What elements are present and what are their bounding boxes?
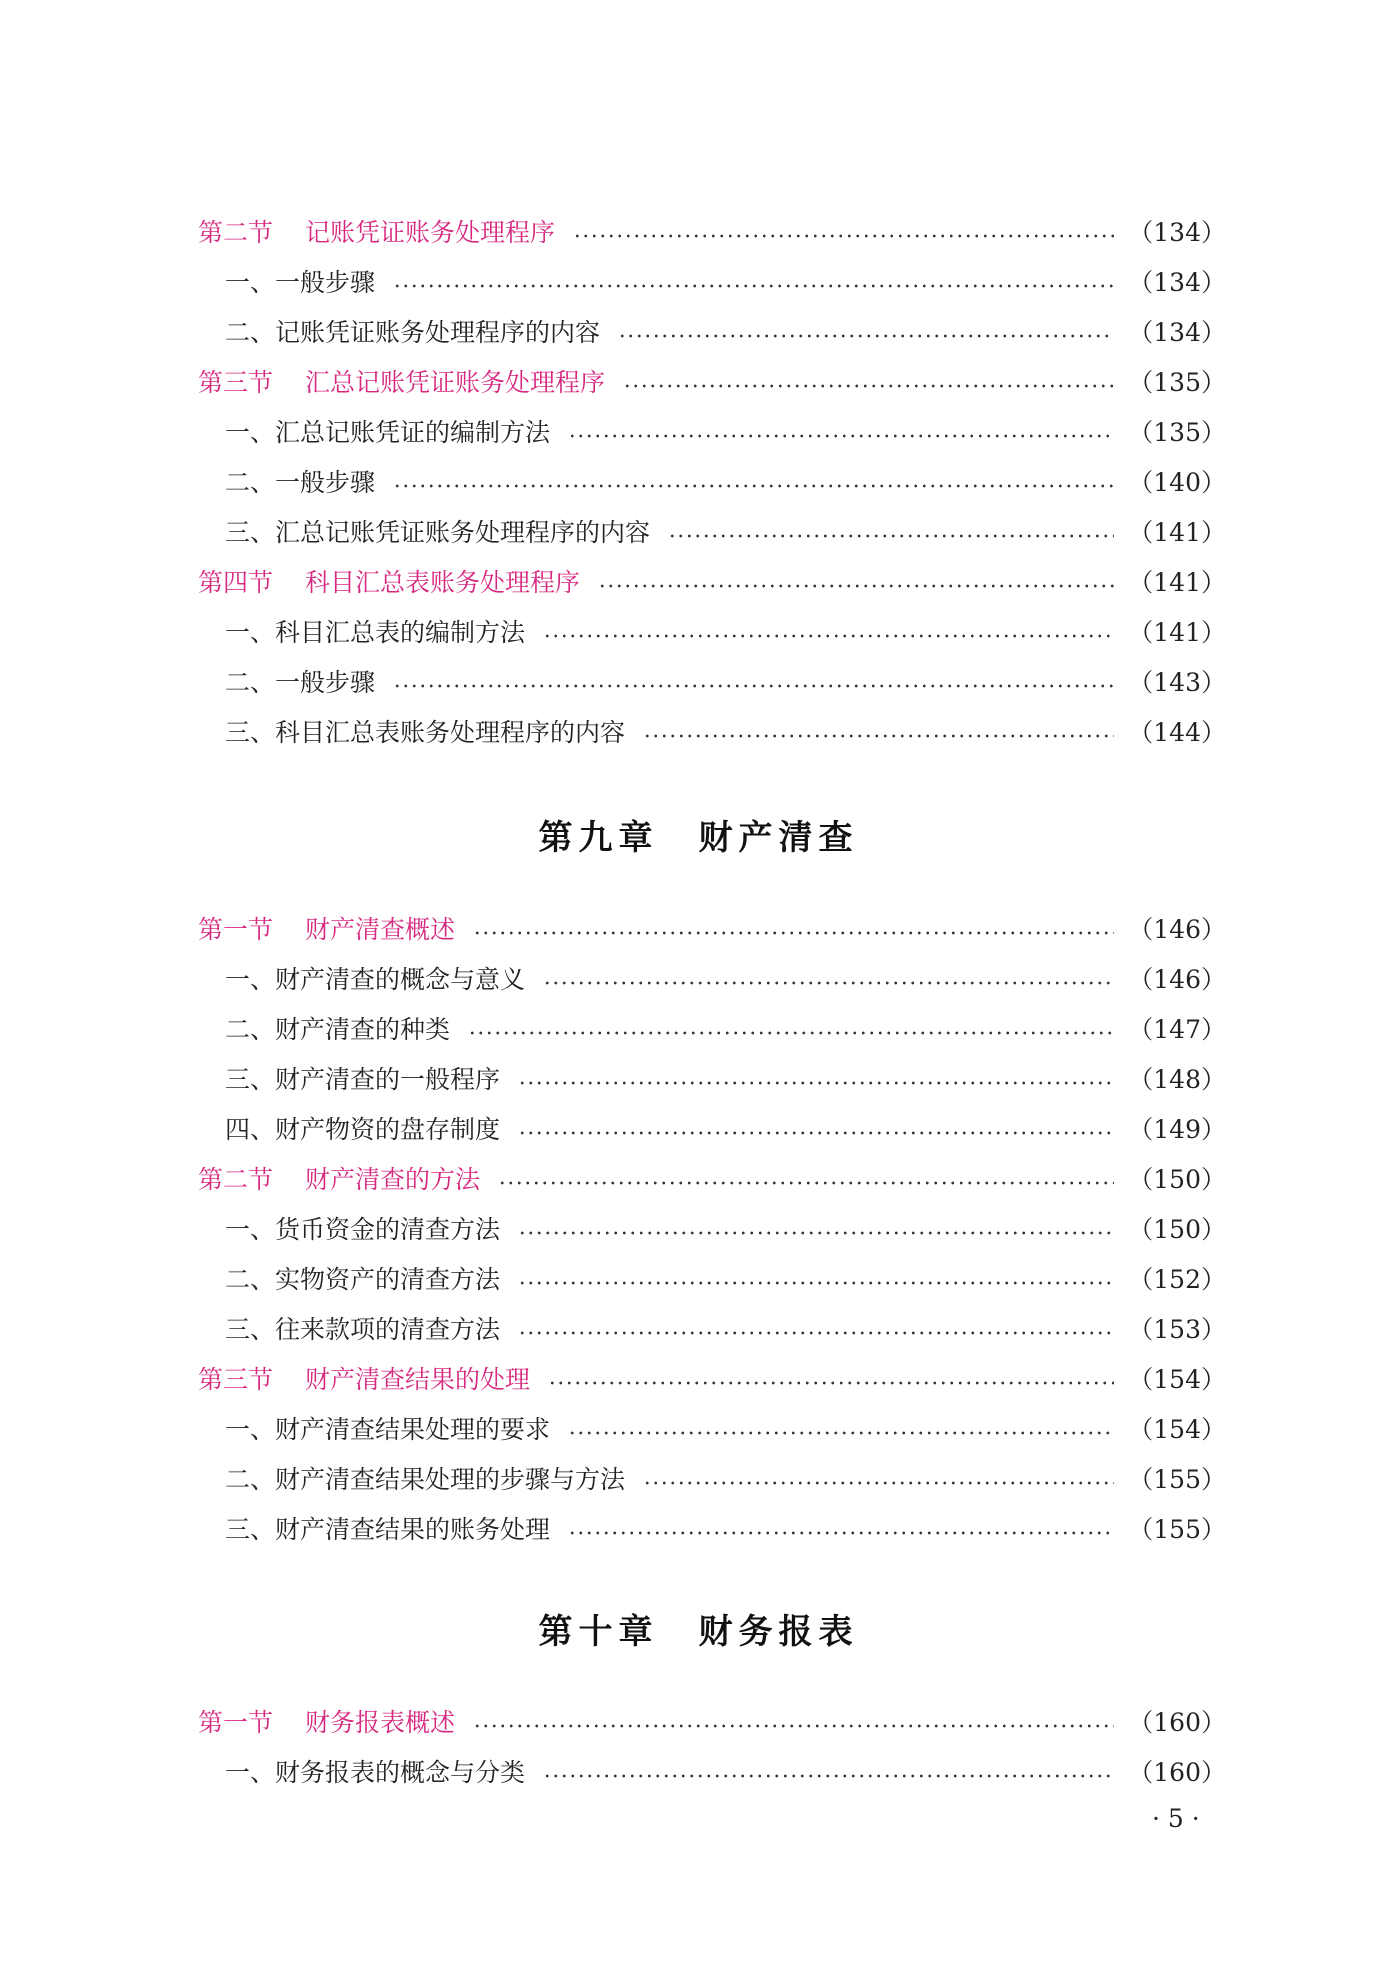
item-title: 四、财产物资的盘存制度 bbox=[225, 1115, 501, 1144]
section-number: 第一节 bbox=[198, 915, 274, 944]
toc-page-number: （147） bbox=[1128, 1015, 1226, 1044]
toc-block-chapter8 bbox=[198, 208, 1226, 758]
item-title: 二、实物资产的清查方法 bbox=[225, 1265, 501, 1294]
section-title: 财产清查结果的处理 bbox=[305, 1365, 531, 1394]
toc-entry-label bbox=[225, 408, 550, 458]
toc-item-entry[interactable] bbox=[198, 1005, 1226, 1055]
toc-entry-label bbox=[225, 1105, 500, 1155]
toc-entry-label bbox=[198, 558, 580, 608]
item-title: 三、财产清查结果的账务处理 bbox=[225, 1515, 551, 1544]
section-title: 科目汇总表账务处理程序 bbox=[305, 568, 581, 597]
toc-page-number: （154） bbox=[1128, 1365, 1226, 1394]
toc-item-entry[interactable] bbox=[198, 1205, 1226, 1255]
toc-entry-label bbox=[225, 308, 600, 358]
toc-item-entry[interactable] bbox=[198, 955, 1226, 1005]
dot-leader bbox=[668, 534, 1114, 538]
section-number: 第一节 bbox=[198, 1708, 274, 1737]
item-title: 一、科目汇总表的编制方法 bbox=[225, 618, 526, 647]
chapter-heading-9 bbox=[0, 810, 1397, 859]
dot-leader bbox=[643, 734, 1114, 738]
dot-leader bbox=[473, 1724, 1114, 1728]
section-title: 记账凭证账务处理程序 bbox=[305, 218, 556, 247]
toc-page-number: （146） bbox=[1128, 915, 1226, 944]
toc-entry-label bbox=[225, 508, 650, 558]
toc-page-number: （160） bbox=[1128, 1708, 1226, 1737]
dot-leader bbox=[393, 684, 1114, 688]
dot-leader bbox=[568, 434, 1114, 438]
dot-leader bbox=[473, 931, 1114, 935]
item-title: 一、财务报表的概念与分类 bbox=[225, 1758, 526, 1787]
item-title: 三、往来款项的清查方法 bbox=[225, 1315, 501, 1344]
toc-entry-label bbox=[198, 1698, 455, 1748]
item-title: 三、汇总记账凭证账务处理程序的内容 bbox=[225, 518, 651, 547]
dot-leader bbox=[518, 1131, 1114, 1135]
chapter-title: 财产清查 bbox=[698, 818, 859, 858]
dot-leader bbox=[543, 1774, 1114, 1778]
toc-section-entry[interactable] bbox=[198, 905, 1226, 955]
toc-page-number: （140） bbox=[1128, 468, 1226, 497]
toc-section-entry[interactable] bbox=[198, 1355, 1226, 1405]
toc-entry-label bbox=[225, 458, 375, 508]
toc-item-entry[interactable] bbox=[198, 308, 1226, 358]
dot-leader bbox=[393, 284, 1114, 288]
toc-entry-label bbox=[225, 258, 375, 308]
toc-item-entry[interactable] bbox=[198, 1105, 1226, 1155]
toc-entry-label bbox=[198, 208, 555, 258]
toc-entry-label bbox=[225, 1305, 500, 1355]
toc-page-number: （154） bbox=[1128, 1415, 1226, 1444]
toc-item-entry[interactable] bbox=[198, 258, 1226, 308]
dot-leader bbox=[498, 1181, 1114, 1185]
toc-page-number: （134） bbox=[1128, 268, 1226, 297]
toc-block-chapter9 bbox=[198, 905, 1226, 1555]
chapter-number: 第九章 bbox=[538, 818, 659, 858]
toc-page-number: （134） bbox=[1128, 318, 1226, 347]
toc-item-entry[interactable] bbox=[198, 1255, 1226, 1305]
toc-page-number: （150） bbox=[1128, 1215, 1226, 1244]
toc-item-entry[interactable] bbox=[198, 508, 1226, 558]
toc-item-entry[interactable] bbox=[198, 708, 1226, 758]
dot-leader bbox=[543, 981, 1114, 985]
toc-page-number: （149） bbox=[1128, 1115, 1226, 1144]
dot-leader bbox=[518, 1231, 1114, 1235]
section-number: 第四节 bbox=[198, 568, 274, 597]
dot-leader bbox=[548, 1381, 1114, 1385]
item-title: 三、财产清查的一般程序 bbox=[225, 1065, 501, 1094]
toc-section-entry[interactable] bbox=[198, 1155, 1226, 1205]
dot-leader bbox=[573, 234, 1114, 238]
toc-page-number: （160） bbox=[1128, 1758, 1226, 1787]
item-title: 二、记账凭证账务处理程序的内容 bbox=[225, 318, 601, 347]
toc-entry-label bbox=[225, 1455, 625, 1505]
item-title: 一、财产清查结果处理的要求 bbox=[225, 1415, 551, 1444]
page-number: · 5 · bbox=[1152, 1804, 1200, 1833]
toc-entry-label bbox=[225, 1748, 525, 1798]
dot-leader bbox=[518, 1081, 1114, 1085]
toc-page-number: （146） bbox=[1128, 965, 1226, 994]
toc-page-number: （155） bbox=[1128, 1465, 1226, 1494]
toc-entry-label bbox=[198, 905, 455, 955]
toc-entry-label bbox=[225, 658, 375, 708]
toc-item-entry[interactable] bbox=[198, 1305, 1226, 1355]
toc-page-number: （141） bbox=[1128, 518, 1226, 547]
toc-item-entry[interactable] bbox=[198, 1055, 1226, 1105]
section-title: 汇总记账凭证账务处理程序 bbox=[305, 368, 606, 397]
chapter-heading-10 bbox=[0, 1604, 1397, 1653]
toc-entry-label bbox=[225, 608, 525, 658]
toc-section-entry[interactable] bbox=[198, 358, 1226, 408]
dot-leader bbox=[643, 1481, 1114, 1485]
item-title: 一、一般步骤 bbox=[225, 268, 376, 297]
toc-page-number: （135） bbox=[1128, 368, 1226, 397]
toc-item-entry[interactable] bbox=[198, 1405, 1226, 1455]
toc-section-entry[interactable] bbox=[198, 1698, 1226, 1748]
toc-page-number: （153） bbox=[1128, 1315, 1226, 1344]
toc-item-entry[interactable] bbox=[198, 608, 1226, 658]
dot-leader bbox=[618, 334, 1114, 338]
toc-page-number: （148） bbox=[1128, 1065, 1226, 1094]
section-title: 财产清查的方法 bbox=[305, 1165, 481, 1194]
toc-item-entry[interactable] bbox=[198, 1455, 1226, 1505]
section-number: 第二节 bbox=[198, 218, 274, 247]
toc-entry-label bbox=[225, 1405, 550, 1455]
item-title: 二、一般步骤 bbox=[225, 468, 376, 497]
dot-leader bbox=[468, 1031, 1114, 1035]
toc-item-entry[interactable] bbox=[198, 408, 1226, 458]
toc-page-number: （143） bbox=[1128, 668, 1226, 697]
dot-leader bbox=[518, 1331, 1114, 1335]
dot-leader bbox=[543, 634, 1114, 638]
dot-leader bbox=[598, 584, 1114, 588]
item-title: 三、科目汇总表账务处理程序的内容 bbox=[225, 718, 626, 747]
toc-page-number: （144） bbox=[1128, 718, 1226, 747]
toc-entry-label bbox=[225, 955, 525, 1005]
item-title: 一、汇总记账凭证的编制方法 bbox=[225, 418, 551, 447]
dot-leader bbox=[568, 1431, 1114, 1435]
dot-leader bbox=[518, 1281, 1114, 1285]
toc-page-number: （134） bbox=[1128, 218, 1226, 247]
dot-leader bbox=[568, 1531, 1114, 1535]
toc-item-entry[interactable] bbox=[198, 658, 1226, 708]
toc-entry-label bbox=[198, 1155, 480, 1205]
toc-entry-label bbox=[225, 708, 625, 758]
section-number: 第二节 bbox=[198, 1165, 274, 1194]
toc-page-number: （135） bbox=[1128, 418, 1226, 447]
toc-item-entry[interactable] bbox=[198, 458, 1226, 508]
item-title: 二、一般步骤 bbox=[225, 668, 376, 697]
toc-item-entry[interactable] bbox=[198, 1505, 1226, 1555]
toc-entry-label bbox=[225, 1055, 500, 1105]
section-title: 财务报表概述 bbox=[305, 1708, 456, 1737]
toc-section-entry[interactable] bbox=[198, 208, 1226, 258]
toc-entry-label bbox=[225, 1505, 550, 1555]
toc-section-entry[interactable] bbox=[198, 558, 1226, 608]
section-number: 第三节 bbox=[198, 368, 274, 397]
item-title: 一、财产清查的概念与意义 bbox=[225, 965, 526, 994]
toc-item-entry[interactable] bbox=[198, 1748, 1226, 1798]
section-number: 第三节 bbox=[198, 1365, 274, 1394]
toc-block-chapter10 bbox=[198, 1698, 1226, 1798]
toc-entry-label bbox=[225, 1005, 450, 1055]
toc-entry-label bbox=[198, 358, 605, 408]
toc-entry-label bbox=[198, 1355, 530, 1405]
chapter-title: 财务报表 bbox=[698, 1612, 859, 1652]
section-title: 财产清查概述 bbox=[305, 915, 456, 944]
toc-entry-label bbox=[225, 1205, 500, 1255]
toc-page-number: （152） bbox=[1128, 1265, 1226, 1294]
dot-leader bbox=[393, 484, 1114, 488]
item-title: 二、财产清查结果处理的步骤与方法 bbox=[225, 1465, 626, 1494]
toc-page-number: （150） bbox=[1128, 1165, 1226, 1194]
item-title: 一、货币资金的清查方法 bbox=[225, 1215, 501, 1244]
chapter-number: 第十章 bbox=[538, 1612, 659, 1652]
dot-leader bbox=[623, 384, 1114, 388]
toc-page-number: （155） bbox=[1128, 1515, 1226, 1544]
toc-entry-label bbox=[225, 1255, 500, 1305]
item-title: 二、财产清查的种类 bbox=[225, 1015, 451, 1044]
toc-page-number: （141） bbox=[1128, 568, 1226, 597]
toc-page-number: （141） bbox=[1128, 618, 1226, 647]
